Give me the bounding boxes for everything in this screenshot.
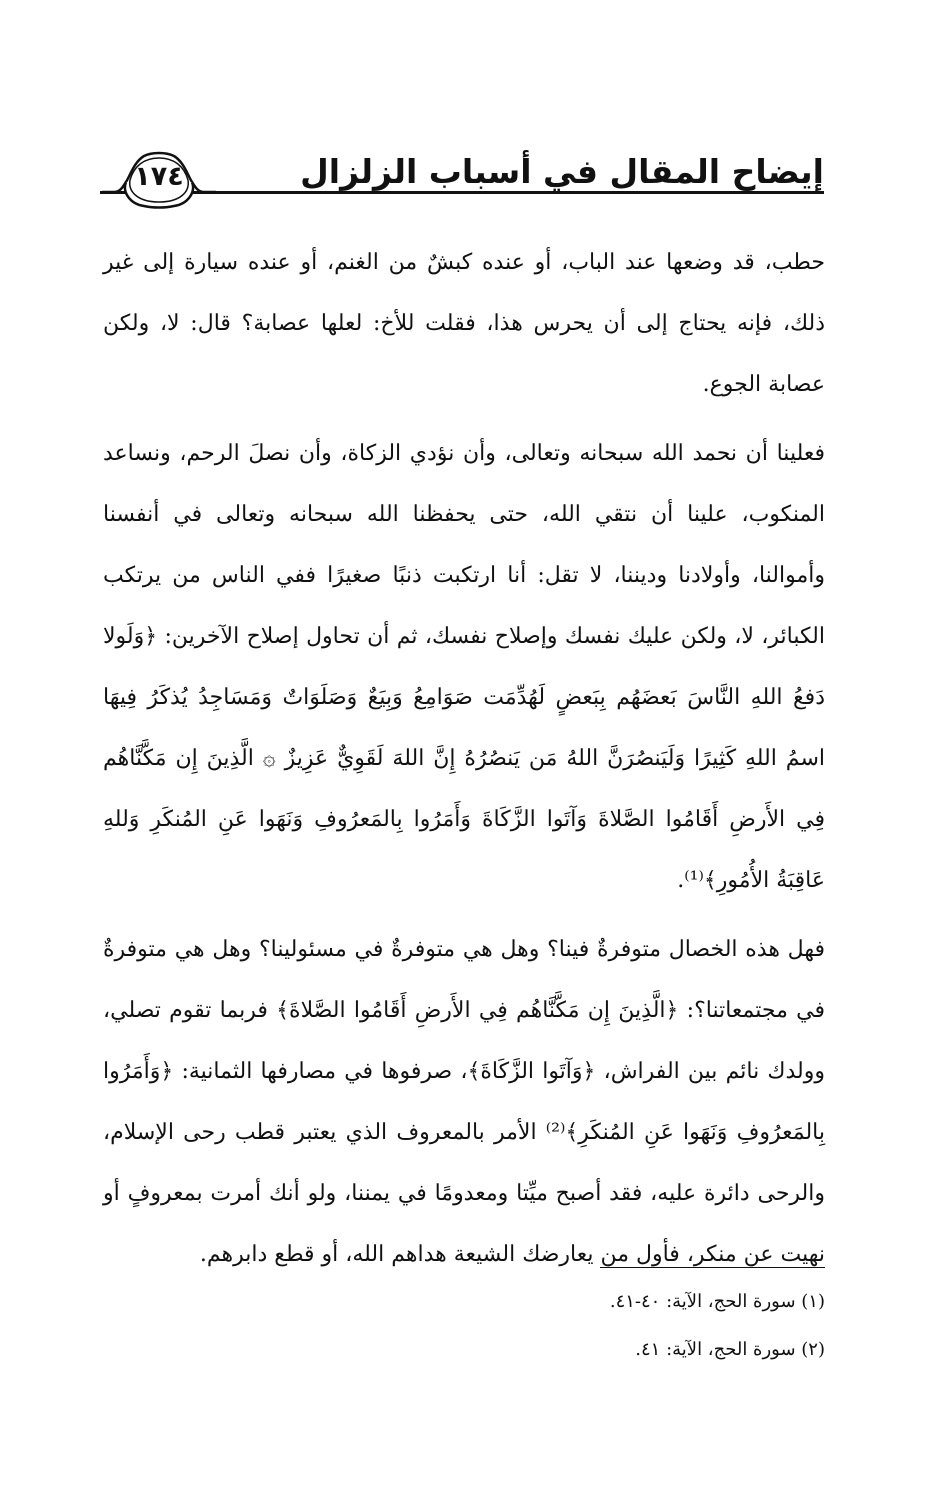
footnotes (103, 1278, 825, 1374)
footnote: (١) سورة الحج، الآية: ٤٠-٤١. (609, 1291, 825, 1312)
paragraph: حطب، قد وضعها عند الباب، أو عنده كبشٌ من الغنم، أو عنده سيارة إلى غير ذلك، فإنه يحتاج إلى أن يحرس هذا، فقلت للأخ: لعلها عصابة؟ قال: لا، ولكن عصابة الجوع. (103, 250, 825, 397)
paragraph: فعلينا أن نحمد الله سبحانه وتعالى، وأن نؤدي الزكاة، وأن نصلَ الرحم، ونساعد المنكوب، علينا أن نتقي الله، حتى يحفظنا الله سبحانه وتعالى في أنفسنا وأموالنا، وأولادنا وديننا، لا تقل: أنا ارتكبت ذنبًا صغيرًا ففي الناس من يرتكب الكبائر، لا، ولكن عليك نفسك وإصلاح نفسك، ثم أن تحاول إصلاح الآخرين: ﴿وَلَولا دَفعُ اللهِ النَّاسَ بَعضَهُم بِبَعضٍ لَهُدِّمَت صَوَامِعُ وَبِيَعٌ وَصَلَوَاتٌ وَمَسَاجِدُ يُذكَرُ فِيهَا اسمُ اللهِ كَثِيرًا وَلَيَنصُرَنَّ اللهُ مَن يَنصُرُهُ إِنَّ اللهَ لَقَوِيٌّ عَزِيزٌ ۞ الَّذِينَ إِن مَكَّنَّاهُم فِي الأَرضِ أَقَامُوا الصَّلاةَ وَآتَوا الزَّكَاةَ وَأَمَرُوا بِالمَعرُوفِ وَنَهَوا عَنِ المُنكَرِ وَللهِ عَاقِبَةُ الأُمُورِ﴾⁽¹⁾. (103, 441, 825, 893)
page-number-badge (100, 148, 218, 210)
page-header (100, 148, 824, 200)
footnote: (٢) سورة الحج، الآية: ٤١. (635, 1339, 825, 1360)
page-number: ١٧٤ (134, 161, 184, 192)
book-title: إيضاح المقال في أسباب الزلزال (300, 152, 824, 191)
paragraph: فهل هذه الخصال متوفرةٌ فينا؟ وهل هي متوفرةٌ في مسئولينا؟ وهل هي متوفرةٌ في مجتمعاتنا؟: ﴿الَّذِينَ إِن مَكَّنَّاهُم فِي الأَرضِ أَقَامُوا الصَّلاةَ﴾ فربما تقوم تصلي، وولدك نائم بين الفراش، ﴿وَآتَوا الزَّكَاةَ﴾، صرفوها في مصارفها الثمانية: ﴿وَأَمَرُوا بِالمَعرُوفِ وَنَهَوا عَنِ المُنكَرِ﴾⁽²⁾ الأمر بالمعروف الذي يعتبر قطب رحى الإسلام، والرحى دائرة عليه، فقد أصبح ميِّتا ومعدومًا في يمننا، ولو أنك أمرت بمعروفٍ أو نهيت عن منكر، فأول من يعارضك الشيعة هداهم الله، أو قطع دابرهم. (103, 937, 825, 1267)
footnote-separator (600, 1267, 825, 1268)
page-body (103, 232, 825, 1293)
